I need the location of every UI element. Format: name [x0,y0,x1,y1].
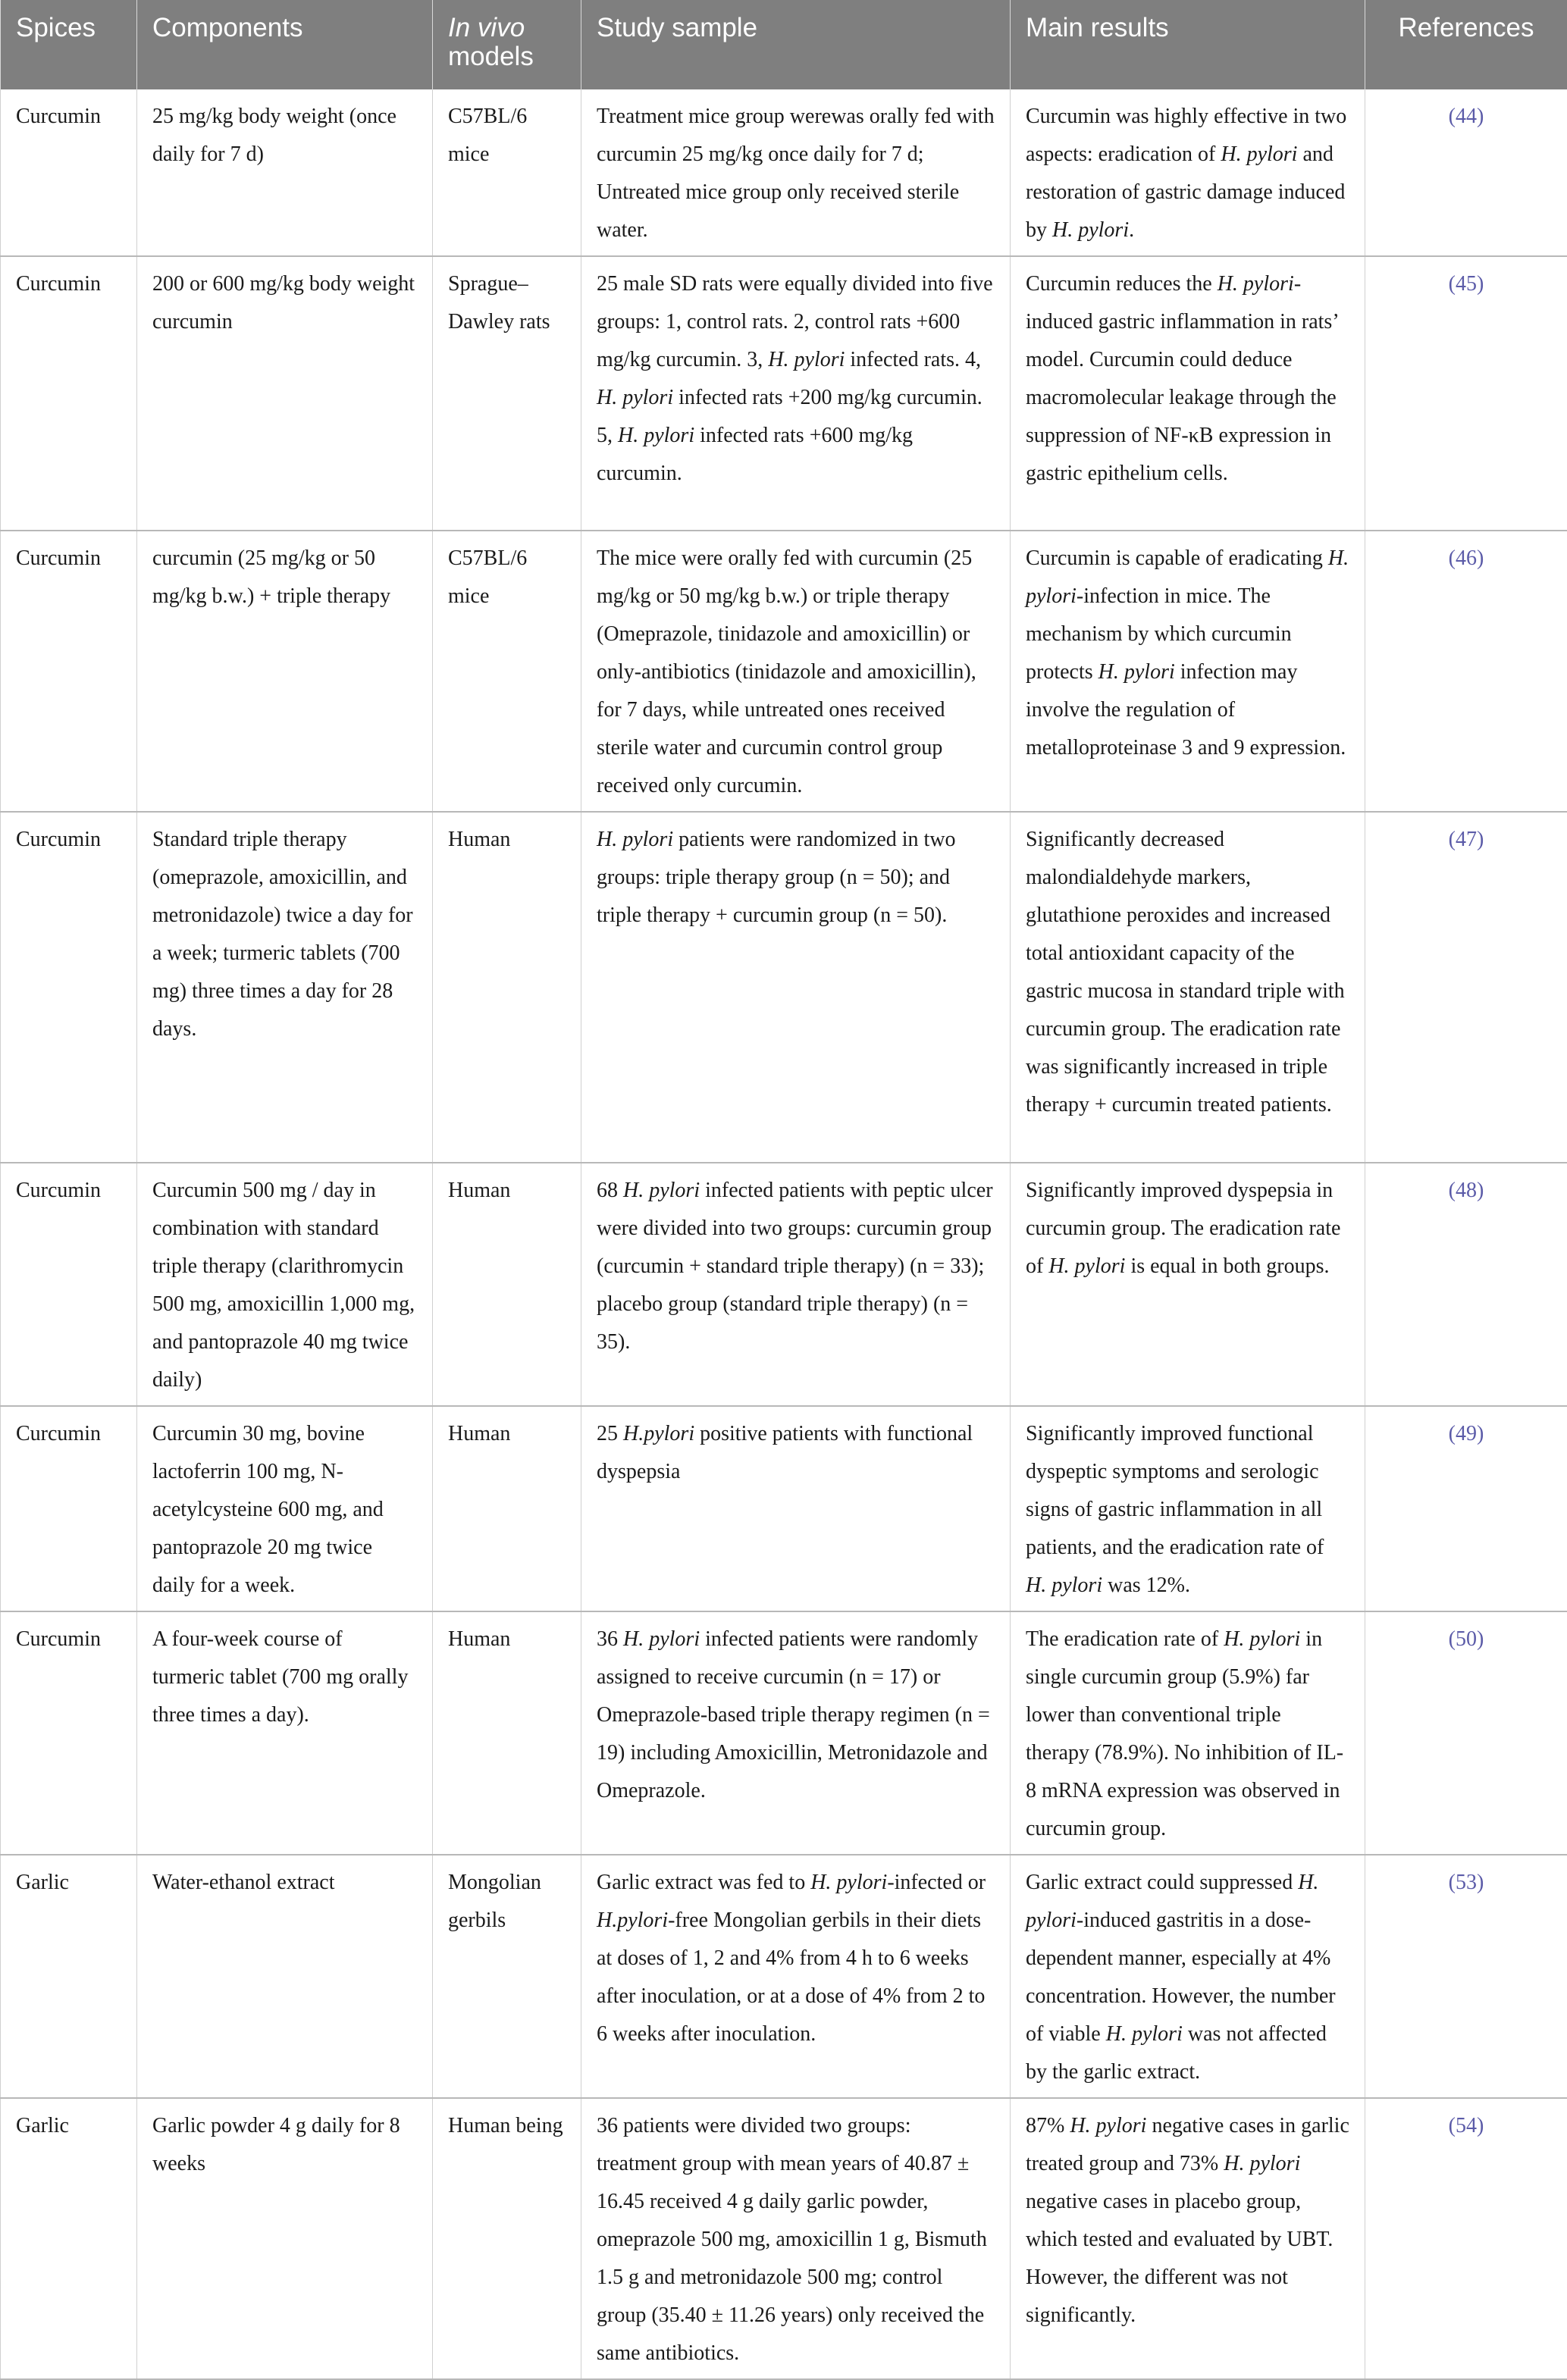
cell-study-sample: 68 H. pylori infected patients with peptic ulcer were divided into two groups: curcumin group (curcumin + standard triple therapy) (n = 33); placebo group (standard triple therapy) (n = 35). [581,1163,1011,1406]
header-components: Components [137,0,433,89]
cell-main-results: 87% H. pylori negative cases in garlic treated group and 73% H. pylori negative cases in placebo group, which tested and evaluated by UBT. However, the different was not significantly. [1011,2098,1365,2379]
cell-components: 25 mg/kg body weight (once daily for 7 d) [137,89,433,256]
cell-study-sample: 25 H.pylori positive patients with functional dyspepsia [581,1406,1011,1611]
cell-main-results: Curcumin is capable of eradicating H. pylori-infection in mice. The mechanism by which curcumin protects H. pylori infection may involve the regulation of metalloproteinase 3 and 9 expression. [1011,531,1365,812]
cell-components: Curcumin 30 mg, bovine lactoferrin 100 mg, N-acetylcysteine 600 mg, and pantoprazole 20 mg twice daily for a week. [137,1406,433,1611]
reference-link[interactable]: (54) [1365,2098,1567,2379]
cell-main-results: Curcumin reduces the H. pylori-induced gastric inflammation in rats’ model. Curcumin could deduce macromolecular leakage through the suppression of NF-κB expression in gastric epithelium cells. [1011,256,1365,531]
cell-spice: Garlic [1,2098,137,2379]
cell-model: Human [433,812,581,1163]
table-row [1,1611,1567,1855]
cell-model: C57BL/6 mice [433,531,581,812]
reference-link[interactable]: (49) [1365,1406,1567,1611]
cell-components: Curcumin 500 mg / day in combination with standard triple therapy (clarithromycin 500 mg, amoxicillin 1,000 mg, and pantoprazole 40 mg twice daily) [137,1163,433,1406]
table-row [1,89,1567,256]
reference-link[interactable]: (44) [1365,89,1567,256]
header-main-results: Main results [1011,0,1365,89]
cell-main-results: The eradication rate of H. pylori in single curcumin group (5.9%) far lower than conventional triple therapy (78.9%). No inhibition of IL-8 mRNA expression was observed in curcumin group. [1011,1611,1365,1855]
cell-spice: Curcumin [1,812,137,1163]
table-row [1,531,1567,812]
cell-spice: Curcumin [1,1406,137,1611]
cell-components: Standard triple therapy (omeprazole, amoxicillin, and metronidazole) twice a day for a week; turmeric tablets (700 mg) three times a day for 28 days. [137,812,433,1163]
cell-study-sample: Treatment mice group werewas orally fed with curcumin 25 mg/kg once daily for 7 d; Untreated mice group only received sterile water. [581,89,1011,256]
cell-components: 200 or 600 mg/kg body weight curcumin [137,256,433,531]
reference-link[interactable]: (47) [1365,812,1567,1163]
header-study-sample: Study sample [581,0,1011,89]
cell-model: Human being [433,2098,581,2379]
reference-link[interactable]: (53) [1365,1855,1567,2098]
header-references: References [1365,0,1567,89]
cell-main-results: Significantly improved functional dyspeptic symptoms and serologic signs of gastric inflammation in all patients, and the eradication rate of H. pylori was 12%. [1011,1406,1365,1611]
reference-link[interactable]: (48) [1365,1163,1567,1406]
cell-spice: Curcumin [1,1163,137,1406]
cell-components: Garlic powder 4 g daily for 8 weeks [137,2098,433,2379]
cell-spice: Curcumin [1,256,137,531]
table-body [1,89,1567,2379]
table-row [1,2098,1567,2379]
header-row [1,0,1567,89]
cell-spice: Curcumin [1,531,137,812]
cell-main-results: Garlic extract could suppressed H. pylori-induced gastritis in a dose-dependent manner, especially at 4% concentration. However, the number of viable H. pylori was not affected by the garlic extract. [1011,1855,1365,2098]
cell-main-results: Significantly decreased malondialdehyde markers, glutathione peroxides and increased total antioxidant capacity of the gastric mucosa in standard triple with curcumin group. The eradication rate was significantly increased in triple therapy + curcumin treated patients. [1011,812,1365,1163]
reference-link[interactable]: (46) [1365,531,1567,812]
cell-model: Human [433,1611,581,1855]
table-row [1,1406,1567,1611]
cell-components: A four-week course of turmeric tablet (700 mg orally three times a day). [137,1611,433,1855]
cell-main-results: Significantly improved dyspepsia in curcumin group. The eradication rate of H. pylori is equal in both groups. [1011,1163,1365,1406]
header-models: models [448,42,534,71]
cell-model: Mongolian gerbils [433,1855,581,2098]
cell-spice: Garlic [1,1855,137,2098]
cell-components: curcumin (25 mg/kg or 50 mg/kg b.w.) + triple therapy [137,531,433,812]
cell-study-sample: Garlic extract was fed to H. pylori-infected or H.pylori-free Mongolian gerbils in their diets at doses of 1, 2 and 4% from 4 h to 6 weeks after inoculation, or at a dose of 4% from 2 to 6 weeks after inoculation. [581,1855,1011,2098]
cell-spice: Curcumin [1,1611,137,1855]
reference-link[interactable]: (45) [1365,256,1567,531]
header-in-vivo: In vivo [448,13,525,42]
cell-model: Human [433,1163,581,1406]
header-in-vivo-models [433,0,581,89]
cell-model: C57BL/6 mice [433,89,581,256]
cell-study-sample: 36 H. pylori infected patients were randomly assigned to receive curcumin (n = 17) or Omeprazole-based triple therapy regimen (n = 19) including Amoxicillin, Metronidazole and Omeprazole. [581,1611,1011,1855]
cell-model: Sprague–Dawley rats [433,256,581,531]
header-spices: Spices [1,0,137,89]
cell-model: Human [433,1406,581,1611]
cell-study-sample: 25 male SD rats were equally divided into five groups: 1, control rats. 2, control rats +600 mg/kg curcumin. 3, H. pylori infected rats. 4, H. pylori infected rats +200 mg/kg curcumin. 5, H. pylori infected rats +600 mg/kg curcumin. [581,256,1011,531]
table-row [1,1163,1567,1406]
table-row [1,1855,1567,2098]
table-row [1,812,1567,1163]
cell-components: Water-ethanol extract [137,1855,433,2098]
cell-main-results: Curcumin was highly effective in two aspects: eradication of H. pylori and restoration of gastric damage induced by H. pylori. [1011,89,1365,256]
reference-link[interactable]: (50) [1365,1611,1567,1855]
cell-study-sample: H. pylori patients were randomized in two groups: triple therapy group (n = 50); and triple therapy + curcumin group (n = 50). [581,812,1011,1163]
cell-study-sample: 36 patients were divided two groups: treatment group with mean years of 40.87 ± 16.45 received 4 g daily garlic powder, omeprazole 500 mg, amoxicillin 1 g, Bismuth 1.5 g and metronidazole 500 mg; control group (35.40 ± 11.26 years) only received the same antibiotics. [581,2098,1011,2379]
table-row [1,256,1567,531]
cell-study-sample: The mice were orally fed with curcumin (25 mg/kg or 50 mg/kg b.w.) or triple therapy (Omeprazole, tinidazole and amoxicillin) or only-antibiotics (tinidazole and amoxicillin), for 7 days, while untreated ones received sterile water and curcumin control group received only curcumin. [581,531,1011,812]
table-header [1,0,1567,89]
cell-spice: Curcumin [1,89,137,256]
